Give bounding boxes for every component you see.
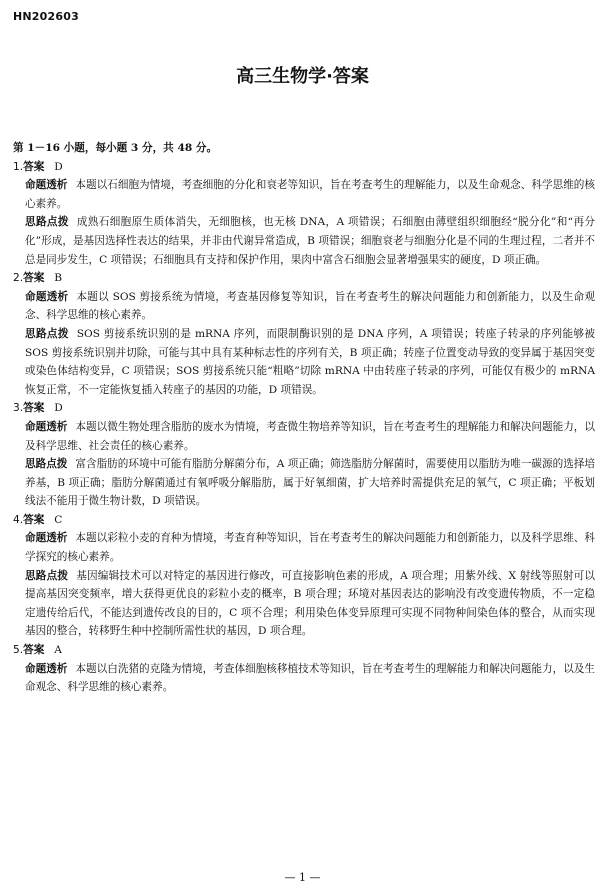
question-number: 3. (13, 402, 24, 415)
hint-paragraph (13, 455, 595, 511)
hint-paragraph (13, 213, 595, 269)
question-number: 2. (13, 272, 24, 285)
answer-item (13, 399, 595, 511)
analysis-label: 命题透析 (25, 420, 68, 433)
answer-label: 答案 (23, 644, 45, 657)
answer-item (13, 511, 595, 641)
answer-letter: D (54, 160, 63, 173)
answer-label: 答案 (23, 160, 45, 173)
hint-text: SOS 剪接系统识别的是 mRNA 序列，而限制酶识别的是 DNA 序列，A 项错误；转座子转录的序列能够被 SOS 剪接系统识别并切除，可能与其中具有某种标志性的序列有关，B 项正确；转座子位置变动导致的变异属于基因突变或染色体结构变异，C 项错误；SOS 剪接系统只能“粗略”切除 mRNA 中由转座子转录的序列，可能仅有极少的 mRNA 恢复正常，不一定能恢复插入转座子的基因的功能，D 项错误。 (25, 327, 595, 396)
answer-item (13, 269, 595, 399)
hint-label: 思路点拨 (25, 569, 69, 582)
answer-letter: A (54, 644, 62, 657)
exam-code: HN202603 (13, 10, 79, 23)
analysis-paragraph (13, 529, 595, 566)
section-intro: 第 1－16 小题，每小题 3 分，共 48 分。 (13, 142, 218, 154)
hint-paragraph (13, 567, 595, 641)
hint-label: 思路点拨 (25, 327, 69, 340)
answer-body (13, 139, 595, 697)
hint-label: 思路点拨 (25, 458, 68, 471)
question-number: 1. (13, 160, 24, 173)
analysis-label: 命题透析 (25, 290, 69, 303)
hint-text: 富含脂肪的环境中可能有脂肪分解菌分布，A 项正确；筛选脂肪分解菌时，需要使用以脂肪为唯一碳源的选择培养基，B 项正确；脂肪分解菌通过有氧呼吸分解脂肪，属于好氧细菌，扩大培养时需提供充足的氧气，C 项正确；平板划线法不能用于微生物计数，D 项错误。 (25, 458, 596, 508)
answer-letter: D (54, 402, 63, 415)
analysis-label: 命题透析 (25, 532, 68, 545)
hint-label: 思路点拨 (25, 216, 69, 229)
hint-paragraph (13, 325, 595, 399)
answer-letter: C (54, 513, 63, 526)
analysis-text: 本题以彩粒小麦的育种为情境，考查育种等知识，旨在考查考生的解决问题能力和创新能力，以及科学思维、科学探究的核心素养。 (25, 532, 596, 564)
page-number: — 1 — (284, 871, 321, 884)
hint-text: 成熟石细胞原生质体消失，无细胞核，也无核 DNA，A 项错误；石细胞由薄壁组织细胞经“脱分化”和“再分化”形成，是基因选择性表达的结果，并非由代谢异常造成，B 项错误；细胞衰老与细胞分化是不同的生理过程，二者并不总是同步发生，C 项错误；石细胞具有支持和保护作用，果肉中富含石细胞会显著增强果实的硬度，D 项正确。 (25, 216, 596, 266)
analysis-paragraph (13, 176, 595, 213)
answer-header (13, 269, 595, 288)
analysis-paragraph (13, 660, 595, 697)
answer-header (13, 511, 595, 530)
analysis-text: 本题以石细胞为情境，考查细胞的分化和衰老等知识，旨在考查考生的理解能力，以及生命观念、科学思维的核心素养。 (25, 179, 596, 210)
answer-label: 答案 (23, 272, 45, 285)
answer-header (13, 641, 595, 660)
analysis-text: 本题以白洗猪的克隆为情境，考查体细胞核移植技术等知识，旨在考查考生的理解能力和解决问题能力，以及生命观念、科学思维的核心素养。 (25, 662, 596, 694)
answer-header (13, 158, 595, 177)
question-number: 5. (13, 644, 24, 657)
answer-item (13, 158, 595, 270)
answer-item (13, 641, 595, 697)
analysis-label: 命题透析 (25, 179, 68, 192)
page-title: 高三生物学·答案 (236, 66, 369, 87)
answer-letter: B (54, 272, 63, 285)
answer-label: 答案 (23, 402, 45, 415)
answer-header (13, 399, 595, 418)
analysis-label: 命题透析 (25, 662, 68, 675)
analysis-paragraph (13, 288, 595, 325)
answer-label: 答案 (23, 513, 45, 526)
analysis-text: 本题以微生物处理含脂肪的废水为情境，考查微生物培养等知识，旨在考查考生的理解能力和解决问题能力，以及科学思维、社会责任的核心素养。 (25, 420, 596, 452)
analysis-paragraph (13, 418, 595, 455)
question-number: 4. (13, 513, 24, 526)
hint-text: 基因编辑技术可以对特定的基因进行修改，可直接影响色素的形成，A 项合理；用紫外线、X 射线等照射可以提高基因突变频率，增大获得更优良的彩粒小麦的概率，B 项合理；环境对基因表达的影响没有改变遗传物质，不一定稳定遗传给后代，不能达到遗传改良的目的，C 项不合理；利用染色体变异原理可实现不同物种间染色体的整合，从而实现基因的整合，转移野生种中控制所需性状的基因，D 项合理。 (25, 569, 595, 638)
analysis-text: 本题以 SOS 剪接系统为情境，考查基因修复等知识，旨在考查考生的解决问题能力和创新能力，以及生命观念、科学思维的核心素养。 (25, 290, 596, 322)
